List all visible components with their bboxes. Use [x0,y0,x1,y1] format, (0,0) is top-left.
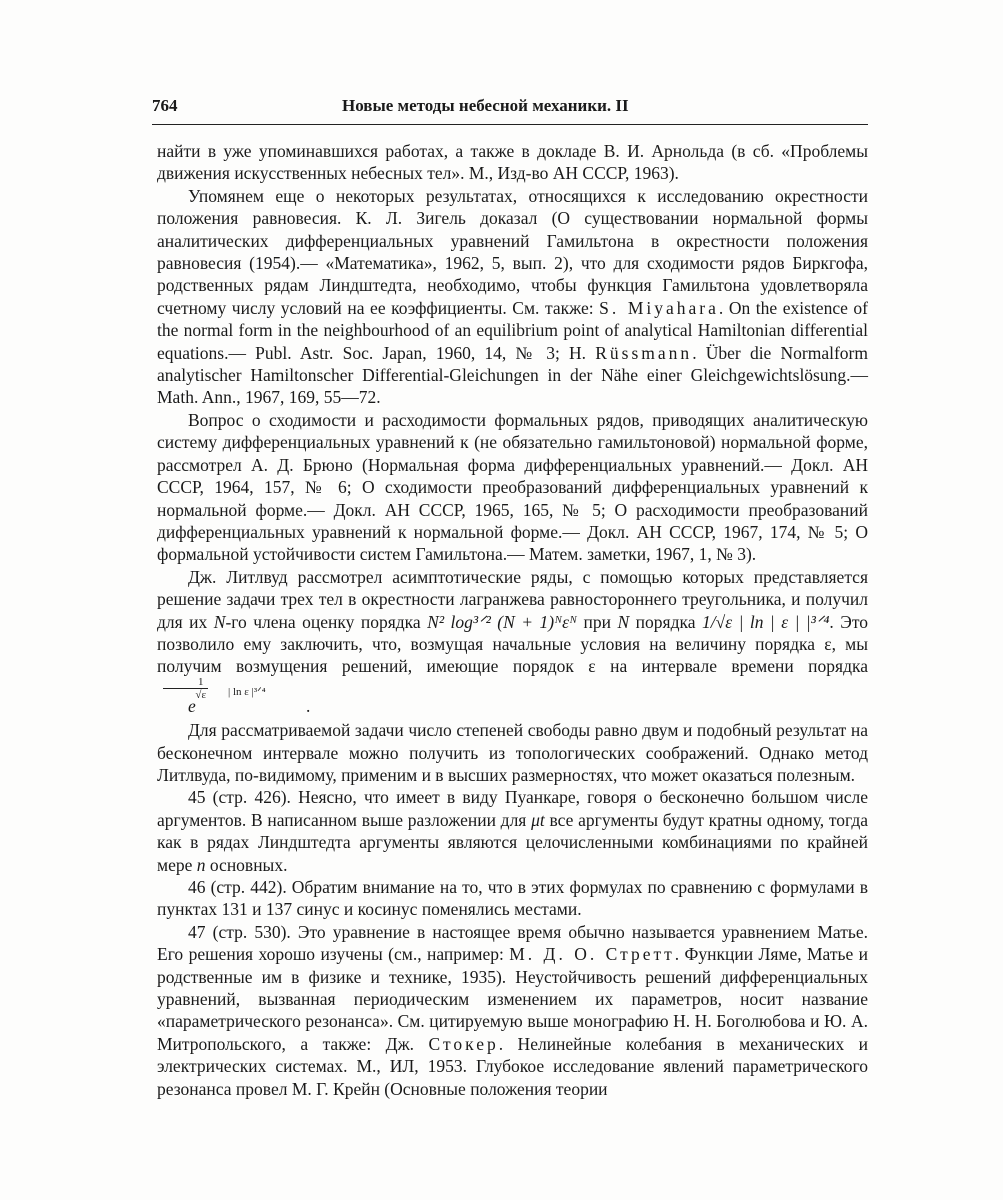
variable-n: N [213,611,226,632]
paragraph-1: найти в уже упоминавшихся работах, а также в докладе В. И. Арнольда (в сб. «Проблемы движения искусственных небесных тел». М., Изд-во АН СССР, 1963). [157,141,868,184]
note-47 [157,921,868,1100]
paragraph-4-text-a: Дж. Литлвуд рассмотрел асимптотические ряды, с помощью которых представляется решение задачи трех тел в окрестности лагранжева равностороннего треугольника, и получил для их [157,566,868,632]
author-miyahara: S. Miyahara [599,297,719,318]
note-47-text-b: . Функции Ляме, Матье и родственные им в физике и технике, 1935). Неустойчивость решений дифференциальных уравнений, вызванная периодическим изменением их параметров, носит название «параметрического резонанса». См. цитируемую выше монографию Н. Н. Боголюбова и Ю. А. Митропольского, а также: Дж. [157,944,868,1054]
running-title: Новые методы небесной механики. II [342,96,629,115]
exponent-base: e [188,695,196,716]
page-number: 764 [152,96,178,115]
paragraph-4-text-e: . Это позволило ему заключить, что, возмущая начальные условия на величину порядка ε, мы получим возмущения решений, имеющие порядок ε на интервале времени порядка [157,611,868,677]
paragraph-4-text-b: -го члена оценку порядка [225,611,428,632]
paragraph-4-text-c: при [577,611,618,632]
note-47-text-c: . Нелинейные колебания в механических и электрических системах. М., ИЛ, 1953. Глубокое исследование явлений параметрического резонанса провел М. Г. Крейн (Основные положения теории [157,1033,868,1099]
paragraph-2-text-a: Упомянем еще о некоторых результатах, относящихся к исследованию окрестности положения равновесия. К. Л. Зигель доказал (О существовании нормальной формы аналитических дифференциальных уравнений Гамильтона в окрестности положения равновесия (1954).— «Математика», 1962, 5, вып. 2), что для сходимости рядов Биркгофа, родственных рядам Линдштедта, необходимо, чтобы функция Гамильтона удовлетворяла счетному числу условий на ее коэффициенты. См. также: [157,185,868,318]
exponential-formula [157,675,311,716]
paragraph-2 [157,185,868,409]
note-46: 46 (стр. 442). Обратим внимание на то, что в этих формулах по сравнению с формулами в пунктах 131 и 137 синус и косинус поменялись местами. [157,877,868,920]
formula-epsilon-order: 1/√ε | ln | ε | |³ᐟ⁴ [701,611,830,632]
variable-small-n: n [196,854,206,875]
variable-n-2: N [617,611,630,632]
note-45-text-b: все аргументы будут кратны одному, тогда как в рядах Линдштедта аргументы являются целочисленными комбинациями по крайней мере [157,809,868,875]
paragraph-2-text-c: . Über die Normalform analytischer Hamiltonscher Differential-Gleichungen in der Nähe einer Gleichgewichtslösung.— Math. Ann., 1967, 169, 55—72. [157,342,868,408]
author-stoker: Стокер [428,1033,499,1054]
paragraph-4 [157,566,868,719]
note-47-text-a: 47 (стр. 530). Это уравнение в настоящее время обычно называется уравнением Матье. Его решения хорошо изучены (см., например: [157,921,868,965]
exponent-log-term: | ln ε |³ᐟ⁴ [228,685,266,698]
paragraph-3: Вопрос о сходимости и расходимости формальных рядов, приводящих аналитическую систему дифференциальных уравнений к (не обязательно гамильтоновой) нормальной форме, рассмотрел А. Д. Брюно (Нормальная форма дифференциальных уравнений.— Докл. АН СССР, 1964, 157, № 6; О сходимости преобразований дифференциальных уравнений к нормальной форме.— Докл. АН СССР, 1965, 165, № 5; О расходимости преобразований дифференциальных уравнений к нормальной форме.— Докл. АН СССР, 1967, 174, № 5; О формальной устойчивости систем Гамильтона.— Матем. заметки, 1967, 1, № 3). [157,409,868,565]
note-45-text-a: 45 (стр. 426). Неясно, что имеет в виду Пуанкаре, говоря о бесконечно большом числе аргументов. В написанном выше разложении для [157,787,868,830]
paragraph-4-text-d: порядка [629,611,702,632]
note-45 [157,786,868,876]
formula-period: . [306,695,311,716]
variable-mu-t: μt [531,809,545,830]
formula-order-estimate: N² log³ᐟ² (N + 1)ᴺεᴺ [427,611,578,632]
paragraph-5: Для рассматриваемой задачи число степеней свободы равно двум и подобный результат на бесконечном интервале можно получить из топологических соображений. Однако метод Литлвуда, по-видимому, применим и в высших размерностях, что может оказаться полезным. [157,720,868,785]
paragraph-2-text-b: . On the existence of the normal form in the neighbourhood of an equilibrium point of analytical Hamiltonian differential equations.— Publ. Astr. Soc. Japan, 1960, 14, № 3; H. [157,297,868,363]
exponent-numerator: 1 [163,676,208,689]
note-45-text-c: основных. [205,854,288,875]
body-text [157,140,868,1100]
exponent-denominator: √ε [195,688,207,701]
author-strett: М. Д. О. Стретт [509,944,675,965]
author-russmann: Rüssmann [595,342,693,363]
page-header [152,96,868,125]
